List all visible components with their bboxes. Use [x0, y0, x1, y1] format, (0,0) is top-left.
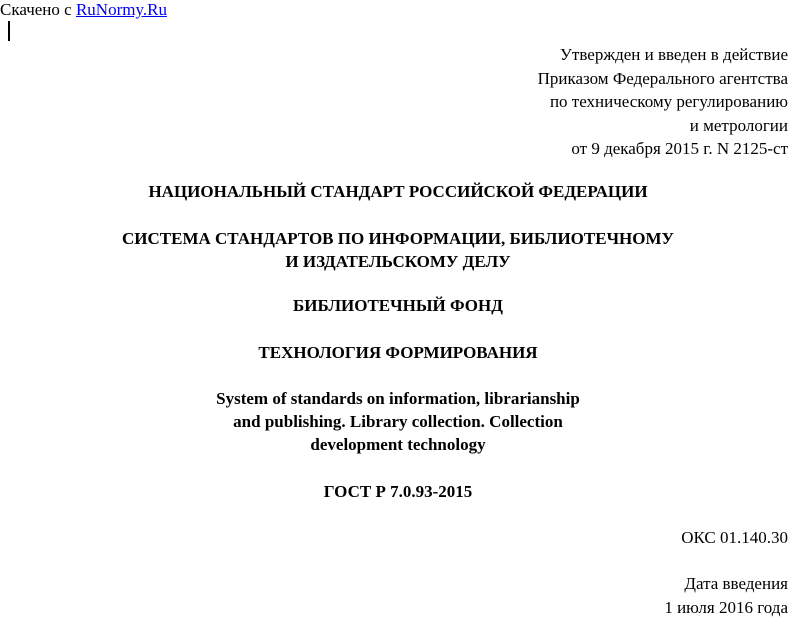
introduction-date-block [664, 572, 788, 619]
english-title [0, 387, 790, 456]
system-title-line2: И ИЗДАТЕЛЬСКОМУ ДЕЛУ [285, 252, 511, 271]
introduction-date-value: 1 июля 2016 года [664, 597, 788, 617]
national-standard-text: НАЦИОНАЛЬНЫЙ СТАНДАРТ РОССИЙСКОЙ ФЕДЕРАЦИИ [148, 182, 648, 201]
library-fund-title [0, 294, 790, 317]
introduction-date-label: Дата введения [684, 574, 788, 593]
national-standard-title [0, 180, 790, 203]
english-title-line1: System of standards on information, librarianship [216, 389, 580, 408]
english-title-line3: development technology [310, 435, 486, 454]
oks-code [681, 526, 788, 550]
library-fund-text: БИБЛИОТЕЧНЫЙ ФОНД [293, 296, 503, 315]
gost-number-text: ГОСТ Р 7.0.93-2015 [323, 482, 473, 501]
system-title [0, 227, 790, 273]
approval-line: от 9 декабря 2015 г. N 2125-ст [571, 139, 788, 158]
source-line [0, 0, 167, 20]
approval-block [538, 43, 788, 161]
approval-line: Утвержден и введен в действие [559, 45, 788, 64]
text-cursor [8, 21, 10, 41]
source-link[interactable]: RuNormy.Ru [75, 0, 167, 19]
technology-title [0, 341, 790, 364]
technology-text: ТЕХНОЛОГИЯ ФОРМИРОВАНИЯ [258, 343, 538, 362]
gost-number [0, 480, 790, 503]
source-prefix: Скачено с [0, 0, 76, 19]
oks-code-text: ОКС 01.140.30 [681, 528, 788, 547]
approval-line: и метрологии [689, 115, 788, 135]
approval-line: по техническому регулированию [549, 92, 788, 111]
approval-line: Приказом Федерального агентства [537, 68, 788, 88]
english-title-line2: and publishing. Library collection. Collection [233, 412, 563, 431]
system-title-line1: СИСТЕМА СТАНДАРТОВ ПО ИНФОРМАЦИИ, БИБЛИОТЕЧНОМУ [121, 229, 675, 248]
